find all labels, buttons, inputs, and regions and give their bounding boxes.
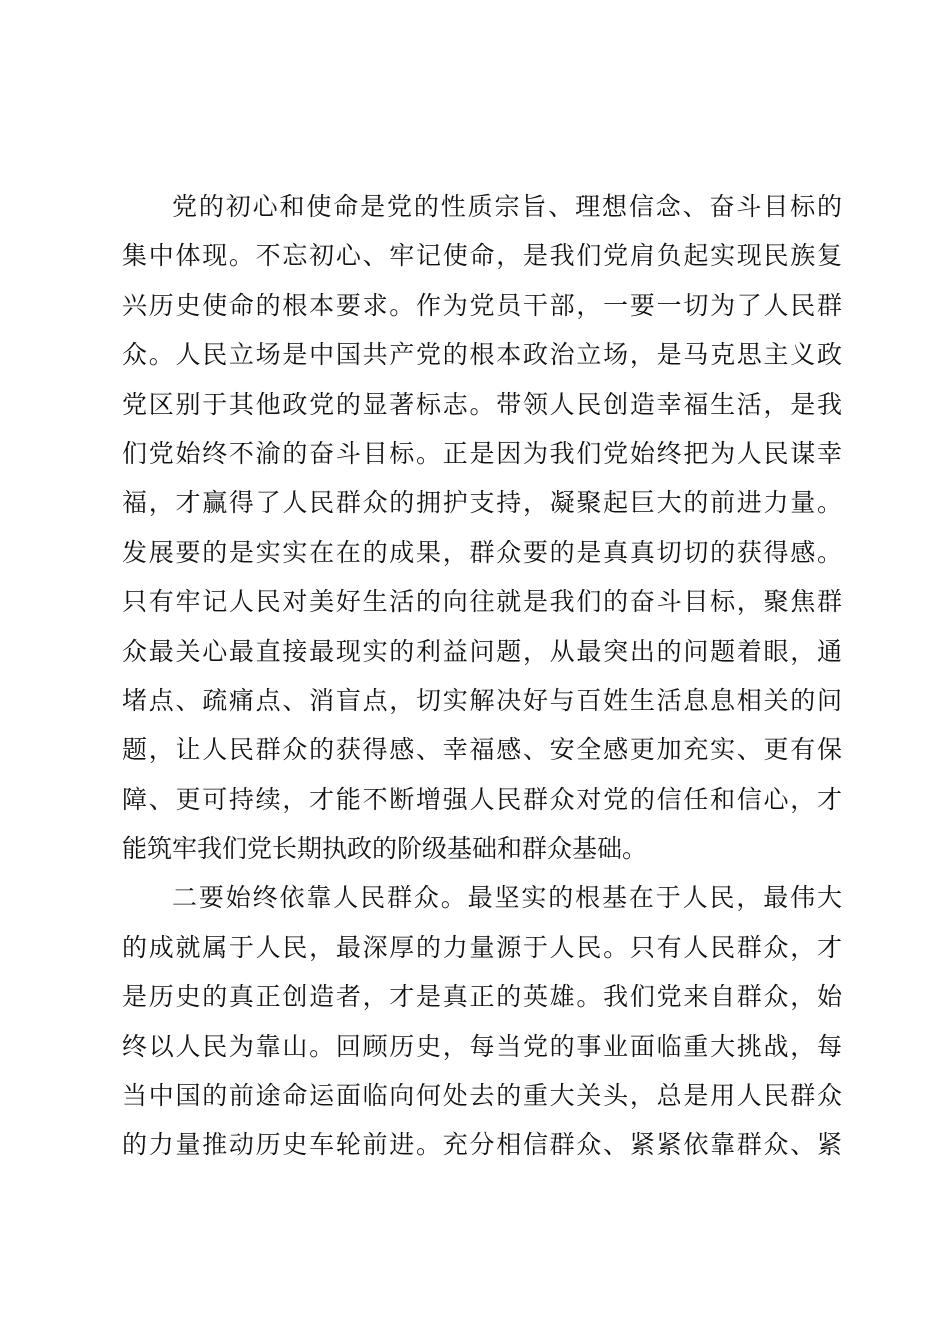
text-line: 的力量推动历史车轮前进。充分相信群众、紧紧依靠群众、紧 <box>122 1130 842 1160</box>
text-line: 福，才赢得了人民群众的拥护支持，凝聚起巨大的前进力量。 <box>122 488 842 518</box>
text-line: 能筑牢我们党长期执政的阶级基础和群众基础。 <box>122 834 648 864</box>
text-line: 障、更可持续，才能不断增强人民群众对党的信任和信心，才 <box>122 784 842 814</box>
text-line: 集中体现。不忘初心、牢记使命，是我们党肩负起实现民族复 <box>122 241 842 271</box>
text-line: 的成就属于人民，最深厚的力量源于人民。只有人民群众，才 <box>122 932 842 962</box>
paragraph-1 <box>122 182 842 873</box>
text-line: 党区别于其他政党的显著标志。带领人民创造幸福生活，是我 <box>122 389 842 419</box>
text-line: 兴历史使命的根本要求。作为党员干部，一要一切为了人民群 <box>122 290 842 320</box>
body-text <box>122 182 842 1170</box>
text-line: 众最关心最直接最现实的利益问题，从最突出的问题着眼，通 <box>122 636 842 666</box>
text-line: 终以人民为靠山。回顾历史，每当党的事业面临重大挑战，每 <box>122 1031 842 1061</box>
text-line: 党的初心和使命是党的性质宗旨、理想信念、奋斗目标的 <box>172 192 842 221</box>
text-line: 众。人民立场是中国共产党的根本政治立场，是马克思主义政 <box>122 340 842 370</box>
text-line: 题，让人民群众的获得感、幸福感、安全感更加充实、更有保 <box>122 735 842 765</box>
paragraph-2 <box>122 873 842 1169</box>
text-line: 堵点、疏痛点、消盲点，切实解决好与百姓生活息息相关的问 <box>122 685 842 715</box>
text-line: 只有牢记人民对美好生活的向往就是我们的奋斗目标，聚焦群 <box>122 587 842 617</box>
text-line: 当中国的前途命运面临向何处去的重大关头，总是用人民群众 <box>122 1081 842 1111</box>
text-line: 二要始终依靠人民群众。最坚实的根基在于人民，最伟大 <box>172 883 842 913</box>
text-line: 发展要的是实实在在的成果，群众要的是真真切切的获得感。 <box>122 537 842 567</box>
text-line: 是历史的真正创造者，才是真正的英雄。我们党来自群众，始 <box>122 982 842 1012</box>
text-line: 们党始终不渝的奋斗目标。正是因为我们党始终把为人民谋幸 <box>122 438 842 468</box>
